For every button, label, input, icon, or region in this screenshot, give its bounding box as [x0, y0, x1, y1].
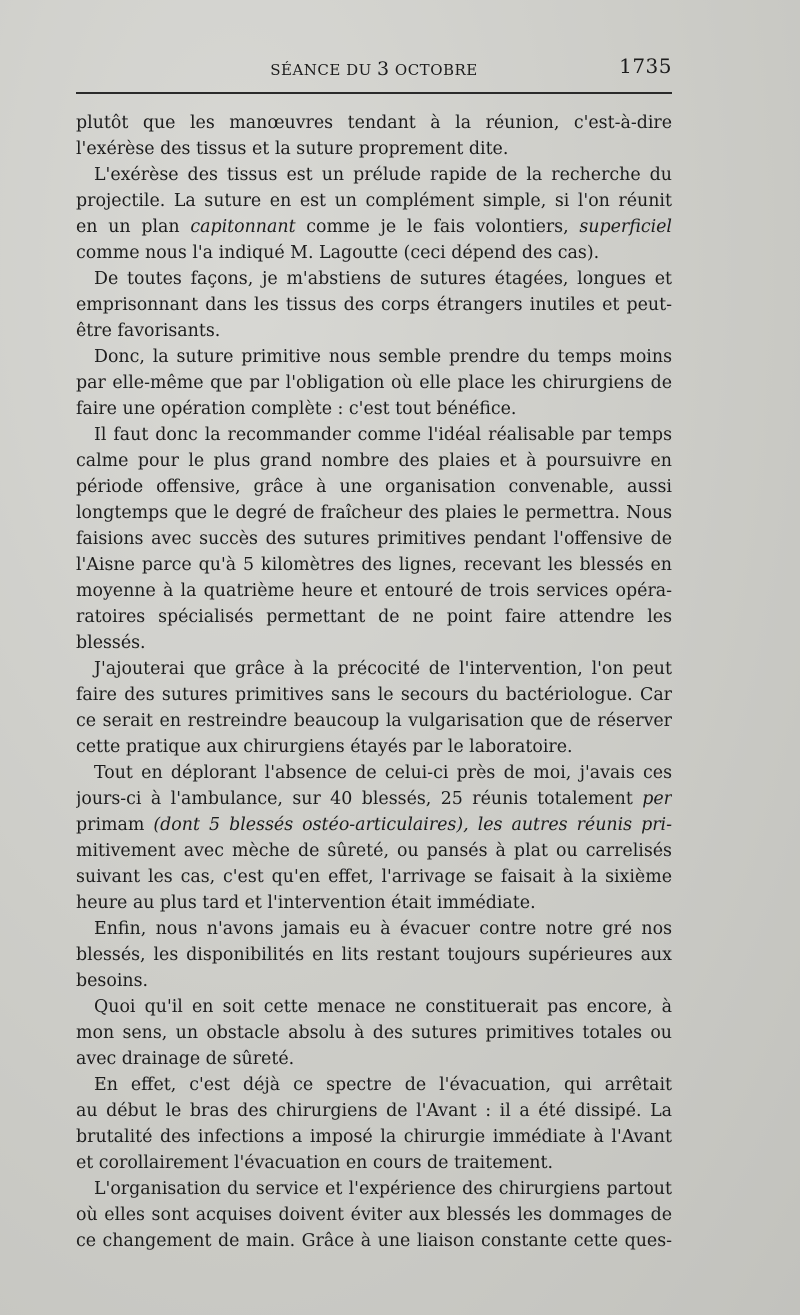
text-line: calme pour le plus grand nombre des plaies et à poursuivre en	[76, 451, 672, 471]
header-rule	[76, 92, 672, 94]
text-line: par elle-même que par l'obligation où elle place les chirurgiens de	[76, 373, 672, 393]
body-text	[76, 110, 672, 1254]
text-line	[76, 214, 672, 240]
text-line: emprisonnant dans les tissus des corps étrangers inutiles et peut-	[76, 295, 672, 315]
italic-text: capitonnant	[190, 217, 296, 237]
text-line: faire une opération complète : c'est tout bénéfice.	[76, 399, 517, 419]
text-line: mitivement avec mèche de sûreté, ou pansés à plat ou carrelisés	[76, 841, 672, 861]
text-line: heure au plus tard et l'intervention était immédiate.	[76, 893, 536, 913]
text-line: cette pratique aux chirurgiens étayés par le laboratoire.	[76, 737, 573, 757]
text-line: L'exérèse des tissus est un prélude rapide de la recherche du	[94, 165, 672, 185]
text-line: Quoi qu'il en soit cette menace ne constituerait pas encore, à	[94, 997, 672, 1017]
text-line: faisions avec succès des sutures primitives pendant l'offensive de	[76, 529, 672, 549]
text-line: être favorisants.	[76, 321, 221, 341]
running-header	[76, 54, 672, 84]
text-line: avec drainage de sûreté.	[76, 1049, 295, 1069]
text-line: faire des sutures primitives sans le secours du bactériologue. Car	[76, 685, 672, 705]
text-line: blessés, les disponibilités en lits restant toujours supérieures aux	[76, 945, 672, 965]
text-line: Tout en déplorant l'absence de celui-ci près de moi, j'avais ces	[94, 763, 672, 783]
text-line: mon sens, un obstacle absolu à des sutures primitives totales ou	[76, 1023, 672, 1043]
text-line: l'exérèse des tissus et la suture proprement dite.	[76, 139, 509, 159]
text-line: ratoires spécialisés permettant de ne point faire attendre les	[76, 607, 672, 627]
text-line: comme nous l'a indiqué M. Lagoutte (ceci dépend des cas).	[76, 243, 600, 263]
text-segment: comme je le fais volontiers,	[295, 217, 580, 237]
text-line: brutalité des infections a imposé la chirurgie immédiate à l'Avant	[76, 1127, 672, 1147]
text-line: plutôt que les manœuvres tendant à la réunion, c'est-à-dire	[76, 113, 672, 133]
text-line: En effet, c'est déjà ce spectre de l'évacuation, qui arrêtait	[94, 1075, 672, 1095]
text-line: J'ajouterai que grâce à la précocité de l'intervention, l'on peut	[94, 659, 672, 679]
text-line: longtemps que le degré de fraîcheur des plaies le permettra. Nous	[76, 503, 672, 523]
text-line: De toutes façons, je m'abstiens de sutures étagées, longues et	[94, 269, 672, 289]
text-line: où elles sont acquises doivent éviter aux blessés les dommages de	[76, 1205, 672, 1225]
text-segment: jours-ci à l'ambulance, sur 40 blessés, 25 réunis totalement	[76, 789, 643, 809]
text-line: suivant les cas, c'est qu'en effet, l'arrivage se faisait à la sixième	[76, 867, 672, 887]
running-title: SÉANCE DU 3 OCTOBRE	[270, 58, 478, 80]
text-line: blessés.	[76, 633, 146, 653]
text-line	[76, 786, 672, 812]
text-line: projectile. La suture en est un complément simple, si l'on réunit	[76, 191, 672, 211]
text-line: ce changement de main. Grâce à une liaison constante cette ques-	[76, 1231, 672, 1251]
text-line: ce serait en restreindre beaucoup la vulgarisation que de réserver	[76, 711, 672, 731]
text-line: période offensive, grâce à une organisation convenable, aussi	[76, 477, 672, 497]
text-line: moyenne à la quatrième heure et entouré de trois services opéra-	[76, 581, 672, 601]
italic-text: per	[642, 789, 672, 809]
text-line: Enfin, nous n'avons jamais eu à évacuer contre notre gré nos	[94, 919, 672, 939]
text-line: besoins.	[76, 971, 149, 991]
page-number: 1735	[619, 54, 672, 78]
text-segment: en un plan	[76, 217, 191, 237]
text-line: Il faut donc la recommander comme l'idéal réalisable par temps	[94, 425, 672, 445]
italic-text: superficiel	[579, 217, 672, 237]
text-line	[76, 812, 672, 838]
text-line: Donc, la suture primitive nous semble prendre du temps moins	[94, 347, 672, 367]
text-line: au début le bras des chirurgiens de l'Avant : il a été dissipé. La	[76, 1101, 672, 1121]
text-line: L'organisation du service et l'expérience des chirurgiens partout	[94, 1179, 672, 1199]
italic-text: (dont 5 blessés ostéo-articulaires), les autres réunis pri-	[144, 815, 672, 835]
text-line: l'Aisne parce qu'à 5 kilomètres des lignes, recevant les blessés en	[76, 555, 672, 575]
text-segment: primam	[76, 815, 145, 835]
text-line: et corollairement l'évacuation en cours de traitement.	[76, 1153, 554, 1173]
